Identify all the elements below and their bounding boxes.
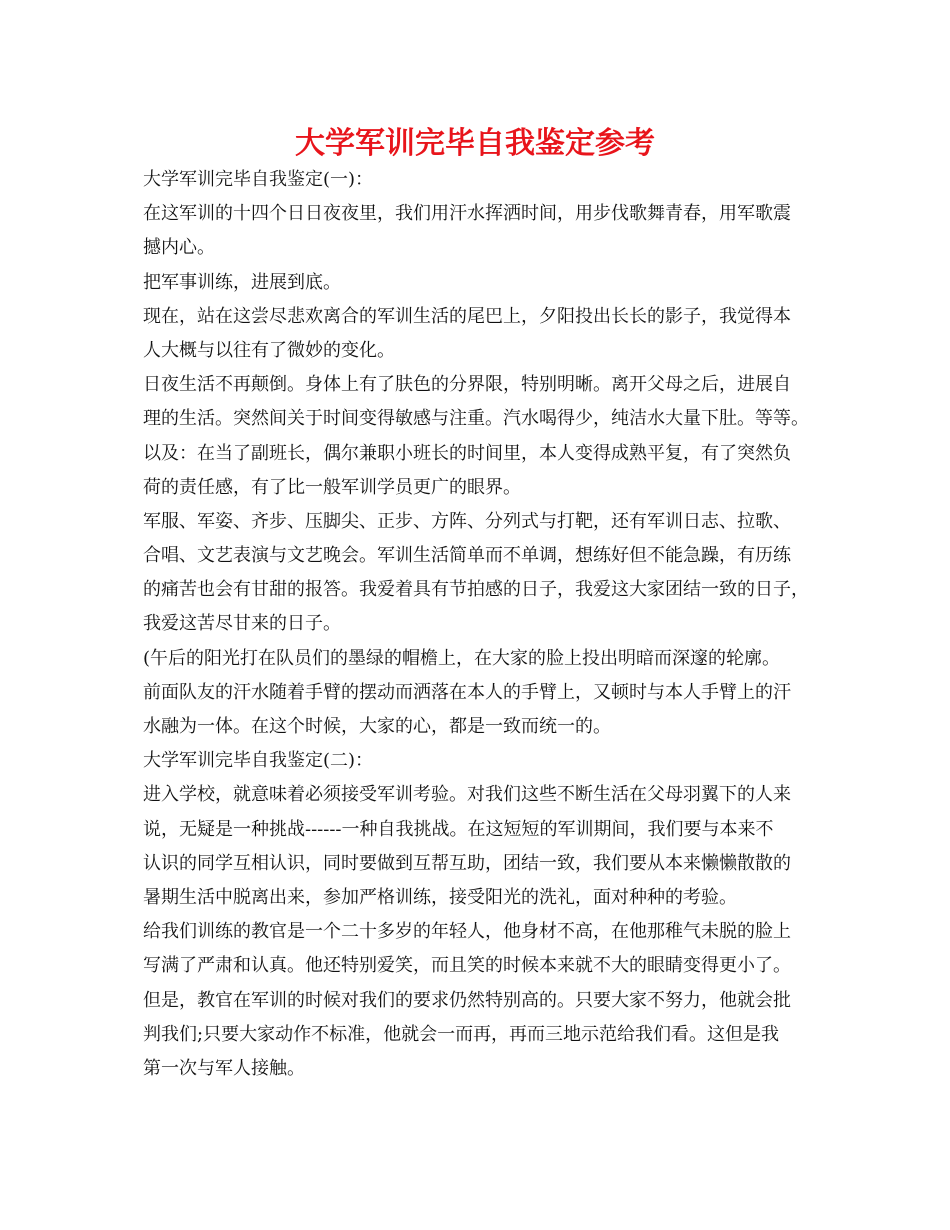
text-line: 前面队友的汗水随着手臂的摆动而洒落在本人的手臂上，又顿时与本人手臂上的汗 — [143, 681, 791, 703]
text-line: 以及：在当了副班长，偶尔兼职小班长的时间里，本人变得成熟平复，有了突然负 — [143, 442, 791, 464]
text-line: 暑期生活中脱离出来，参加严格训练，接受阳光的洗礼，面对种种的考验。 — [143, 886, 737, 908]
document-body — [143, 163, 823, 1086]
text-line: 认识的同学互相认识，同时要做到互帮互助，团结一致，我们要从本来懒懒散散的 — [143, 852, 791, 874]
text-line: 但是，教官在军训的时候对我们的要求仍然特别高的。只要大家不努力，他就会批 — [143, 989, 791, 1011]
text-line: 说，无疑是一种挑战------一种自我挑战。在这短短的军训期间，我们要与本来不 — [143, 818, 774, 840]
text-line: 的痛苦也会有甘甜的报答。我爱着具有节拍感的日子，我爱这大家团结一致的日子， — [143, 579, 809, 601]
text-line: 人大概与以往有了微妙的变化。 — [143, 339, 395, 361]
text-line: 水融为一体。在这个时候，大家的心，都是一致而统一的。 — [143, 716, 611, 737]
text-line: 第一次与军人接触。 — [143, 1057, 305, 1079]
text-line: 荷的责任感，有了比一般军训学员更广的眼界。 — [143, 476, 521, 498]
text-line: 大学军训完毕自我鉴定(二)： — [143, 750, 374, 772]
text-line: 我爱这苦尽甘来的日子。 — [143, 613, 341, 635]
text-line: 现在，站在这尝尽悲欢离合的军训生活的尾巴上，夕阳投出长长的影子，我觉得本 — [143, 305, 791, 327]
text-line: 日夜生活不再颠倒。身体上有了肤色的分界限，特别明晰。离开父母之后，进展自 — [143, 374, 791, 396]
text-line: 撼内心。 — [143, 237, 215, 259]
text-line: 合唱、文艺表演与文艺晚会。军训生活简单而不单调，想练好但不能急躁，有历练 — [143, 545, 791, 567]
text-line: 军服、军姿、齐步、压脚尖、正步、方阵、分列式与打靶，还有军训日志、拉歌、 — [143, 510, 791, 532]
text-line: 在这军训的十四个日日夜夜里，我们用汗水挥洒时间，用步伐歌舞青春，用军歌震 — [143, 203, 791, 225]
text-line: 大学军训完毕自我鉴定(一)： — [143, 169, 374, 190]
text-line: (午后的阳光打在队员们的墨绿的帽檐上，在大家的脸上投出明暗而深邃的轮廓。 — [143, 647, 781, 669]
text-line: 进入学校，就意味着必须接受军训考验。对我们这些不断生活在父母羽翼下的人来 — [143, 784, 791, 806]
text-line: 给我们训练的教官是一个二十多岁的年轻人，他身材不高，在他那稚气未脱的脸上 — [143, 921, 791, 943]
text-line: 理的生活。突然间关于时间变得敏感与注重。汽水喝得少，纯洁水大量下肚。等等。 — [143, 408, 809, 430]
text-line: 把军事训练，进展到底。 — [143, 271, 341, 293]
document-title: 大学军训完毕自我鉴定参考 — [295, 126, 655, 161]
text-line: 写满了严肃和认真。他还特别爱笑，而且笑的时候本来就不大的眼睛变得更小了。 — [143, 955, 791, 977]
text-line: 判我们;只要大家动作不标准，他就会一而再，再而三地示范给我们看。这但是我 — [143, 1023, 780, 1045]
